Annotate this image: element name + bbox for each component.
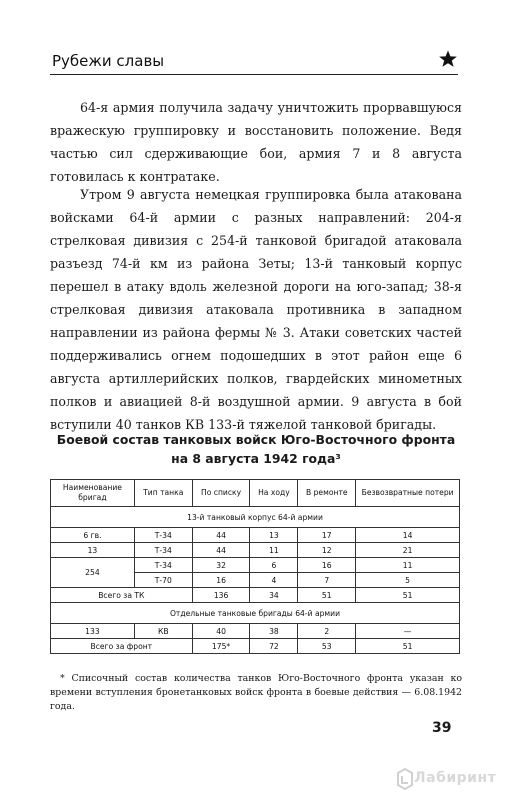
header-running: На ходу xyxy=(250,480,298,507)
paragraph-1: 64-я армия получила задачу уничтожить прорвавшуюся вражескую группировку и восстановить положение. Ведя частью сил сдерживающие бои, армия 7 и 8 августа готовилась к контратаке. xyxy=(50,100,462,184)
cell-losses: 5 xyxy=(356,573,460,588)
cell-repair: 2 xyxy=(298,624,356,639)
cell-losses: 51 xyxy=(356,639,460,654)
cell-type: КВ xyxy=(134,624,192,639)
tank-composition-table xyxy=(50,479,460,654)
cell-list: 44 xyxy=(192,543,250,558)
watermark xyxy=(396,766,506,794)
cell-running: 6 xyxy=(250,558,298,573)
cell-brigade: 13 xyxy=(51,543,135,558)
running-title: Рубежи славы xyxy=(52,52,165,70)
cell-type: Т-34 xyxy=(134,558,192,573)
watermark-text: Лабиринт xyxy=(414,770,497,786)
cell-list: 32 xyxy=(192,558,250,573)
footnote: * Списочный состав количества танков Юго-Восточного фронта указан ко времени вступления бронетанковых войск фронта в боевые действия — 6.08.1942 года. xyxy=(50,673,462,712)
cell-repair: 16 xyxy=(298,558,356,573)
section-row xyxy=(51,507,460,528)
cell-list: 16 xyxy=(192,573,250,588)
header-tank-type: Тип танка xyxy=(134,480,192,507)
cell-brigade: 254 xyxy=(51,558,135,588)
labirint-logo-icon xyxy=(396,768,414,790)
cell-repair: 53 xyxy=(298,639,356,654)
table-title xyxy=(50,430,462,468)
paragraph-2: Утром 9 августа немецкая группировка была атакована войсками 64-й армии с разных направлений: 204-я стрелковая дивизия с 254-й танковой бригадой атаковала разъезд 74-й км из района Зеты; 13-й танковый корпус перешел в атаку вдоль железной дороги на юго-запад; 38-я стрелковая дивизия атаковала противника в западном направлении из района фермы № 3. Атаки советских частей поддерживались огнем подошедших в этот район еще 6 августа артиллерийских полков, гвардейских минометных полков и авиацией 8-й воздушной армии. 9 августа в бой вступили 40 танков КВ 133-й тяжелой танковой бригады. xyxy=(50,187,462,432)
section-separate-brigades: Отдельные танковые бригады 64-й армии xyxy=(51,603,460,624)
cell-repair: 7 xyxy=(298,573,356,588)
section-row xyxy=(51,603,460,624)
header-in-repair: В ремонте xyxy=(298,480,356,507)
cell-list: 40 xyxy=(192,624,250,639)
star-icon xyxy=(438,49,458,69)
cell-losses: — xyxy=(356,624,460,639)
header-irrecoverable: Безвозвратные потери xyxy=(356,480,460,507)
cell-losses: 14 xyxy=(356,528,460,543)
cell-repair: 51 xyxy=(298,588,356,603)
cell-type: Т-34 xyxy=(134,528,192,543)
table-row xyxy=(51,543,460,558)
header-by-list: По списку xyxy=(192,480,250,507)
cell-brigade: 6 гв. xyxy=(51,528,135,543)
table-row xyxy=(51,528,460,543)
cell-running: 38 xyxy=(250,624,298,639)
cell-type: Т-34 xyxy=(134,543,192,558)
cell-repair: 17 xyxy=(298,528,356,543)
table-title-line-2: на 8 августа 1942 года³ xyxy=(171,451,341,466)
cell-type: Т-70 xyxy=(134,573,192,588)
total-front-label: Всего за фронт xyxy=(51,639,193,654)
total-tk-row xyxy=(51,588,460,603)
cell-running: 4 xyxy=(250,573,298,588)
table-row xyxy=(51,558,460,573)
header-brigade: Наименование бригад xyxy=(51,480,135,507)
cell-running: 11 xyxy=(250,543,298,558)
section-13-tank-corps: 13-й танковый корпус 64-й армии xyxy=(51,507,460,528)
cell-list: 44 xyxy=(192,528,250,543)
cell-running: 34 xyxy=(250,588,298,603)
cell-losses: 11 xyxy=(356,558,460,573)
page-number: 39 xyxy=(432,720,452,736)
cell-list: 136 xyxy=(192,588,250,603)
running-header xyxy=(50,52,458,75)
cell-brigade: 133 xyxy=(51,624,135,639)
table-row xyxy=(51,624,460,639)
cell-list: 175* xyxy=(192,639,250,654)
total-tk-label: Всего за ТК xyxy=(51,588,193,603)
cell-running: 13 xyxy=(250,528,298,543)
cell-losses: 51 xyxy=(356,588,460,603)
total-front-row xyxy=(51,639,460,654)
cell-repair: 12 xyxy=(298,543,356,558)
cell-losses: 21 xyxy=(356,543,460,558)
table-title-line-1: Боевой состав танковых войск Юго-Восточного фронта xyxy=(56,432,456,447)
cell-running: 72 xyxy=(250,639,298,654)
table-header-row xyxy=(51,480,460,507)
